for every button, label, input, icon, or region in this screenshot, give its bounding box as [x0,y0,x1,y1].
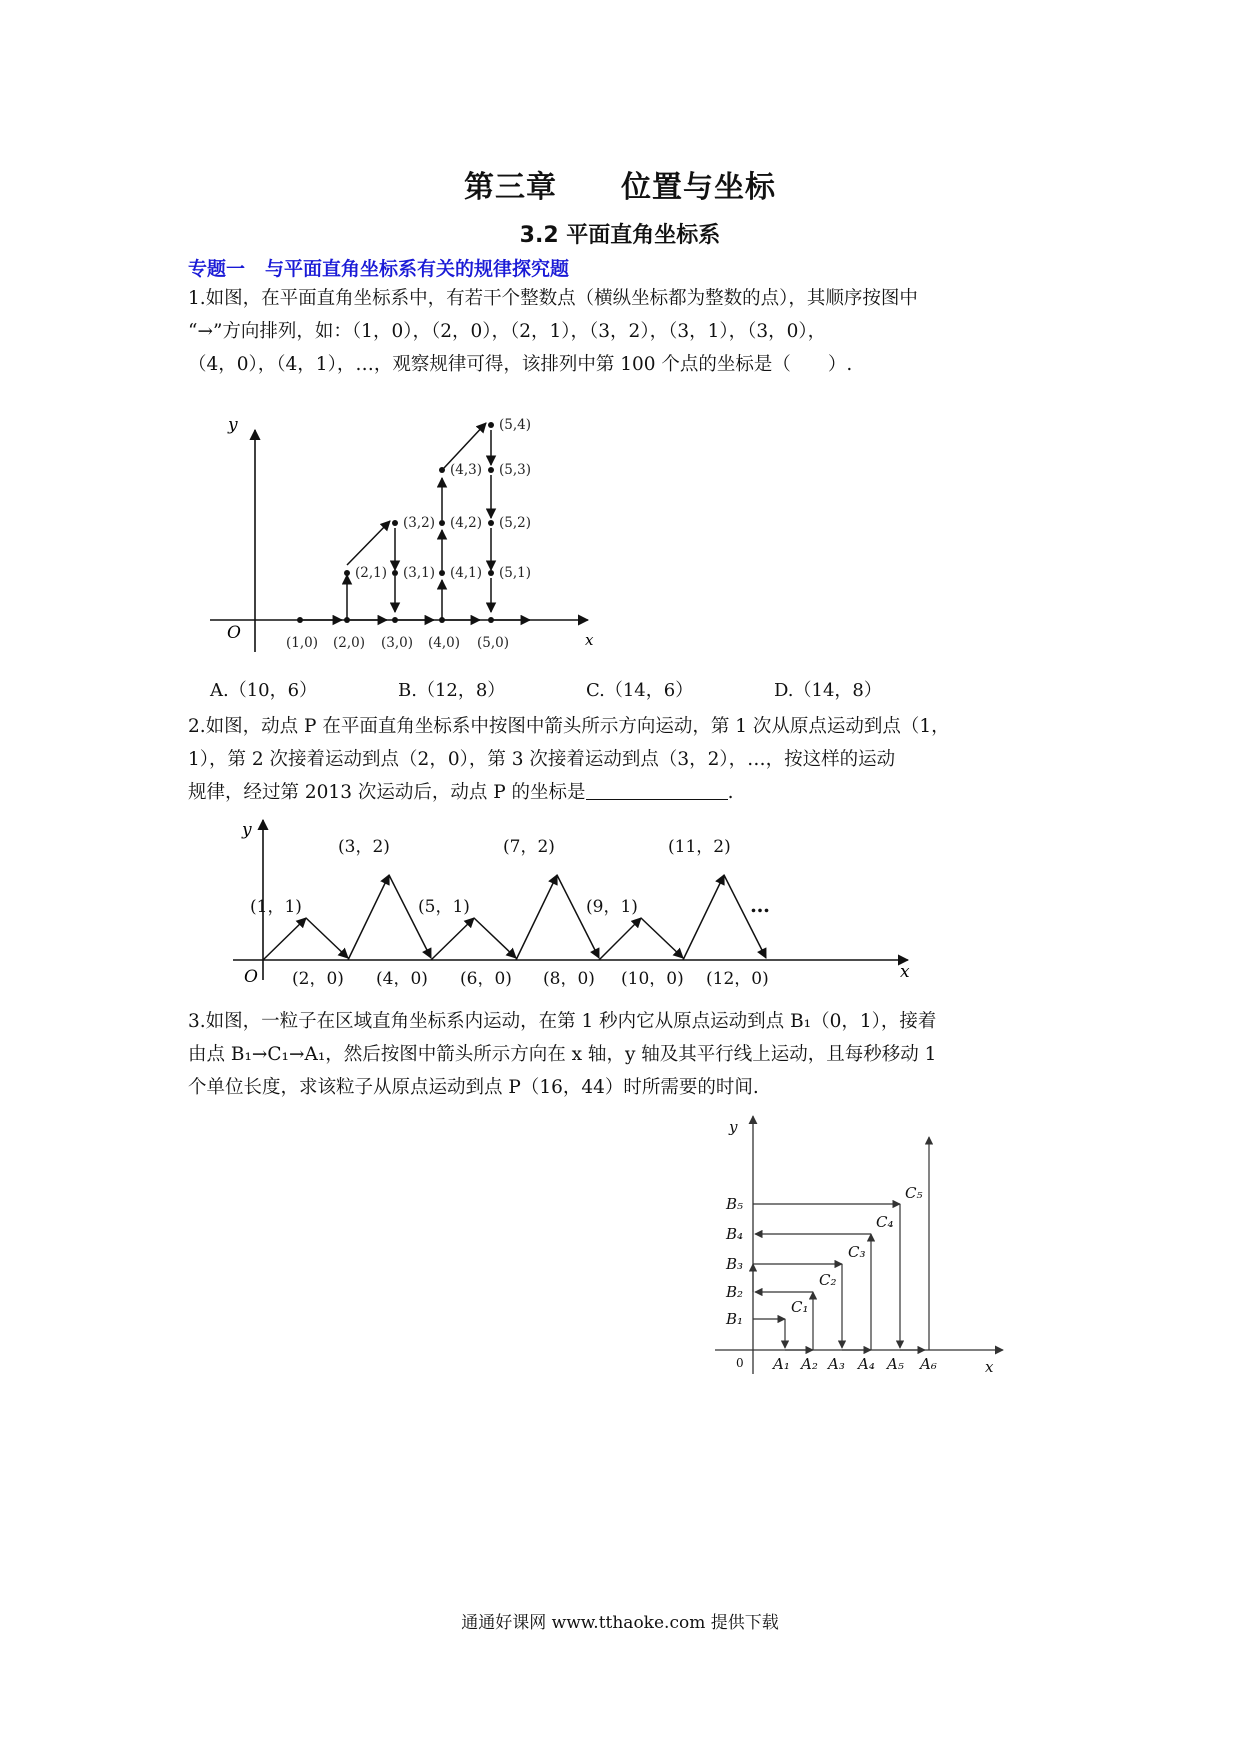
point-label: (4,2) [450,515,483,531]
topic-heading: 专题一 与平面直角坐标系有关的规律探究题 [188,258,570,280]
point-label: (12，0) [706,969,769,987]
point-label: (5，1) [418,897,470,917]
point-label: (1，1) [250,897,302,917]
point-label: (7，2) [503,837,555,857]
question-1-line-3: （4，0），（4，1），…，观察规律可得，该排列中第 100 个点的坐标是（ ）. [188,354,853,375]
question-3-line-2: 由点 B₁→C₁→A₁，然后按图中箭头所示方向在 x 轴，y 轴及其平行线上运动，且每秒移动 1 [188,1044,937,1065]
figure-3-particle-path [715,1112,1015,1380]
point-label: (9，1) [586,897,638,917]
question-2-line-1: 2.如图，动点 P 在平面直角坐标系中按图中箭头所示方向运动，第 1 次从原点运动到点（1， [188,716,950,737]
origin-label: O [227,623,241,643]
point-label: C₅ [905,1184,923,1202]
point-label: (3,1) [403,565,436,581]
question-2-line-2: 1），第 2 次接着运动到点（2，0），第 3 次接着运动到点（3，2），…，按这样的运动 [188,749,896,770]
chapter-title: 第三章 位置与坐标 [464,170,776,205]
point-label: C₁ [791,1298,809,1316]
question-2-line-3: 规律，经过第 2013 次运动后，动点 P 的坐标是 . [188,782,734,803]
zigzag-arrows [263,875,766,960]
ellipsis: … [750,893,770,917]
point-label: (8，0) [543,969,595,987]
y-axis-label: y [228,415,238,435]
question-1 [188,282,1063,381]
point-label: A₁ [773,1355,790,1373]
point-label: (6，0) [460,969,512,987]
point-label: (10，0) [621,969,684,987]
point-label: (1,0) [286,635,319,651]
particle-path-arrows [753,1137,929,1350]
origin-label: O [244,967,258,987]
question-1-line-2: “→”方向排列，如：（1，0），（2，0），（2，1），（3，2），（3，1），（3，0）， [188,321,827,342]
point-label: (3,2) [403,515,436,531]
point-label: A₂ [801,1355,818,1373]
point-label: (5,1) [499,565,532,581]
x-axis-label: x [900,962,910,982]
section-title: 3.2 平面直角坐标系 [519,223,721,248]
point-label: B₄ [726,1225,744,1243]
point-label: A₃ [828,1355,845,1373]
origin-label: 0 [736,1356,744,1370]
option-c: C.（14，6） [586,680,694,701]
point-label: B₂ [726,1283,744,1301]
point-label: A₅ [887,1355,904,1373]
point-label: C₄ [876,1213,894,1231]
point-label: (5,4) [499,417,532,433]
option-a: A.（10，6） [210,680,318,701]
point-label: (4,0) [428,635,461,651]
point-label: (4,3) [450,462,483,478]
point-label: B₅ [726,1195,744,1213]
figure-1-lattice-path [210,390,610,660]
answer-options [210,676,962,702]
point-label: (5,3) [499,462,532,478]
point-label: (11，2) [668,837,731,857]
point-label: (2,1) [355,565,388,581]
point-label: C₃ [848,1243,866,1261]
question-3 [188,1005,1063,1104]
option-b: B.（12，8） [398,680,506,701]
point-label: A₆ [920,1355,937,1373]
point-label: (3,0) [381,635,414,651]
y-axis-label: y [242,820,252,840]
point-label: (5,0) [477,635,510,651]
x-axis-label: x [585,631,594,649]
footer-text: 通通好课网 www.tthaoke.com 提供下载 [461,1613,779,1633]
point-label: (4，0) [376,969,428,987]
point-label: (4,1) [450,565,483,581]
question-1-line-1: 1.如图，在平面直角坐标系中，有若干个整数点（横纵坐标都为整数的点），其顺序按图中 [188,288,918,309]
figure-2-zigzag-path [228,812,918,987]
point-label: (2，0) [292,969,344,987]
point-label: B₁ [726,1310,744,1328]
option-d: D.（14，8） [774,680,882,701]
point-label: (3，2) [338,837,390,857]
point-label: B₃ [726,1255,744,1273]
x-axis-label: x [985,1358,994,1376]
point-label: (5,2) [499,515,532,531]
point-label: (2,0) [333,635,366,651]
point-label: C₂ [819,1271,837,1289]
question-3-line-3: 个单位长度，求该粒子从原点运动到点 P（16，44）时所需要的时间. [188,1077,759,1098]
question-2 [188,710,1063,809]
point-label: A₄ [858,1355,875,1373]
question-3-line-1: 3.如图，一粒子在区域直角坐标系内运动，在第 1 秒内它从原点运动到点 B₁（0，1），接着 [188,1011,937,1032]
answer-blank [586,781,728,800]
y-axis-label: y [729,1118,738,1136]
